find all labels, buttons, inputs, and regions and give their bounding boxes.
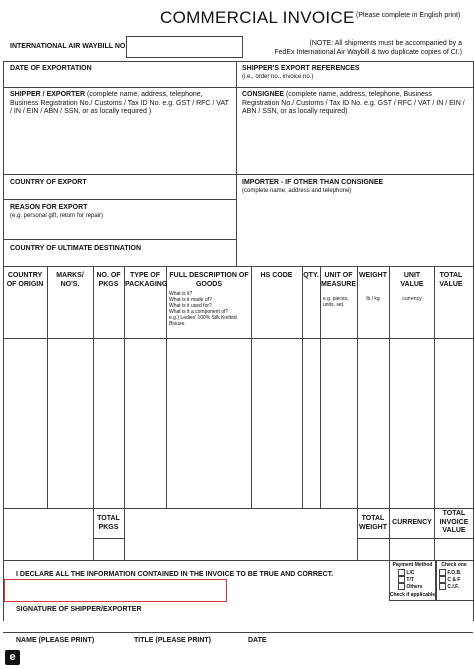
brand-logo-icon: e — [5, 650, 20, 665]
fob-label: F.O.B. — [447, 569, 462, 576]
cif-checkbox[interactable] — [439, 583, 446, 590]
total-invoice-value-label: TOTAL INVOICE VALUE — [439, 510, 469, 534]
col-type-of-packaging: TYPE OF PACKAGING — [125, 272, 168, 288]
note-line-2: FedEx International Air Waybill & two duplicate copies of CI.) — [274, 49, 462, 56]
date-field[interactable] — [248, 621, 358, 631]
desc-hint-2: What is it made of? — [169, 297, 212, 303]
check-if-applicable-label: Check if applicable — [389, 592, 436, 598]
consignee-label: CONSIGNEE — [242, 91, 285, 98]
col-marks: MARKS/ NO'S. — [56, 272, 84, 288]
consignee-section — [242, 91, 468, 117]
unit-of-measure-hint: e.g. pieces, units, set. — [323, 296, 349, 308]
col-weight: WEIGHT — [359, 272, 387, 279]
term-cif[interactable] — [439, 583, 459, 590]
importer-label: IMPORTER - IF OTHER THAN CONSIGNEE — [242, 179, 384, 186]
cif-label: C.I.F. — [447, 583, 460, 590]
term-fob[interactable] — [439, 569, 462, 576]
reason-for-export-hint: (e.g. personal gift, return for repair) — [10, 213, 104, 219]
cf-label: C & F — [447, 576, 461, 583]
country-of-export-label: COUNTRY OF EXPORT — [10, 179, 87, 186]
importer-hint: (complete name, address and telephone) — [242, 188, 352, 194]
awb-input[interactable] — [126, 36, 243, 58]
title-print-label: TITLE (PLEASE PRINT) — [134, 637, 211, 644]
date-label: DATE — [248, 637, 267, 644]
declaration-text: I DECLARE ALL THE INFORMATION CONTAINED IN THE INVOICE TO BE TRUE AND CORRECT. — [16, 571, 334, 578]
title-field[interactable] — [134, 621, 242, 631]
cf-checkbox[interactable] — [439, 576, 446, 583]
goods-entry-area[interactable] — [4, 339, 472, 507]
payment-option-tt[interactable] — [398, 576, 414, 583]
desc-hint-5: e.g.) Ladies' 100% Silk Knitted Blouse. — [169, 315, 237, 327]
col-unit-value: UNIT VALUE — [400, 272, 424, 288]
shipper-export-references-label: SHIPPER'S EXPORT REFERENCES — [242, 65, 360, 72]
col-unit-of-measure: UNIT OF MEASURE — [321, 272, 357, 288]
total-weight-input[interactable] — [358, 539, 388, 559]
total-weight-label: TOTAL WEIGHT — [359, 515, 387, 531]
others-checkbox[interactable] — [398, 583, 405, 590]
country-of-destination-label: COUNTRY OF ULTIMATE DESTINATION — [10, 245, 142, 252]
total-pkgs-label: TOTAL PKGS — [97, 515, 120, 531]
total-invoice-value-input[interactable] — [435, 539, 473, 559]
language-note: (Please complete in English print) — [356, 12, 461, 19]
term-cf[interactable] — [439, 576, 460, 583]
date-of-exportation-label: DATE OF EXPORTATION — [10, 65, 92, 72]
lc-checkbox[interactable] — [398, 569, 405, 576]
page-title: COMMERCIAL INVOICE — [160, 8, 355, 27]
payment-method-label: Payment Method — [392, 562, 433, 568]
name-print-label: NAME (PLEASE PRINT) — [16, 637, 95, 644]
weight-unit-hint: lb / kg — [366, 296, 380, 302]
desc-hint-4: What is it a component of? — [169, 309, 229, 315]
currency-label: CURRENCY — [392, 519, 432, 526]
shipper-exporter-label: SHIPPER / EXPORTER — [10, 91, 86, 98]
payment-option-lc[interactable] — [398, 569, 414, 576]
reason-for-export-label: REASON FOR EXPORT — [10, 204, 88, 211]
desc-hint-3: What is it used for? — [169, 303, 212, 309]
col-hs-code: HS CODE — [260, 272, 293, 279]
unit-value-currency-hint: currency — [402, 296, 422, 302]
col-qty: QTY. — [303, 272, 319, 279]
col-no-of-pkgs: NO. OF PKGS — [96, 272, 121, 288]
check-one-label: Check one — [441, 562, 467, 568]
tt-label: T/T — [406, 576, 414, 583]
signature-field[interactable] — [4, 579, 227, 602]
col-full-description: FULL DESCRIPTION OF GOODS — [169, 272, 249, 288]
fob-checkbox[interactable] — [439, 569, 446, 576]
total-pkgs-input[interactable] — [94, 539, 123, 559]
awb-label: INTERNATIONAL AIR WAYBILL NO. — [10, 43, 128, 50]
shipper-exporter-hint: (complete name, address, telephone, Business Registration No./ Customs / Tax ID No. e.g. GST / RFC / VAT / IN / EIN / ABN / SSN, or as locally required ) — [10, 91, 229, 115]
col-total-value: TOTAL VALUE — [439, 272, 463, 288]
tt-checkbox[interactable] — [398, 576, 405, 583]
col-country-of-origin: COUNTRY OF ORIGIN — [6, 272, 44, 288]
signature-label: SIGNATURE OF SHIPPER/EXPORTER — [16, 606, 142, 613]
payment-option-others[interactable] — [398, 583, 423, 590]
others-label: Others — [406, 583, 423, 590]
note-line-1: (NOTE: All shipments must be accompanied by a — [309, 40, 462, 47]
desc-hint-1: What is it? — [169, 291, 193, 297]
currency-input[interactable] — [390, 539, 434, 559]
shipper-export-references-hint: (i.e., order no., invoice no.) — [242, 74, 314, 80]
consignee-hint: (complete name, address, telephone, Business Registration No./ Customs / Tax ID No. e.g. GST / RFC / VAT / IN / EIN / ABN / SSN, or as locally required) — [242, 91, 465, 115]
description-hints — [169, 291, 251, 327]
name-field[interactable] — [16, 621, 126, 631]
shipper-section — [10, 91, 230, 117]
lc-label: L/C — [406, 569, 415, 576]
